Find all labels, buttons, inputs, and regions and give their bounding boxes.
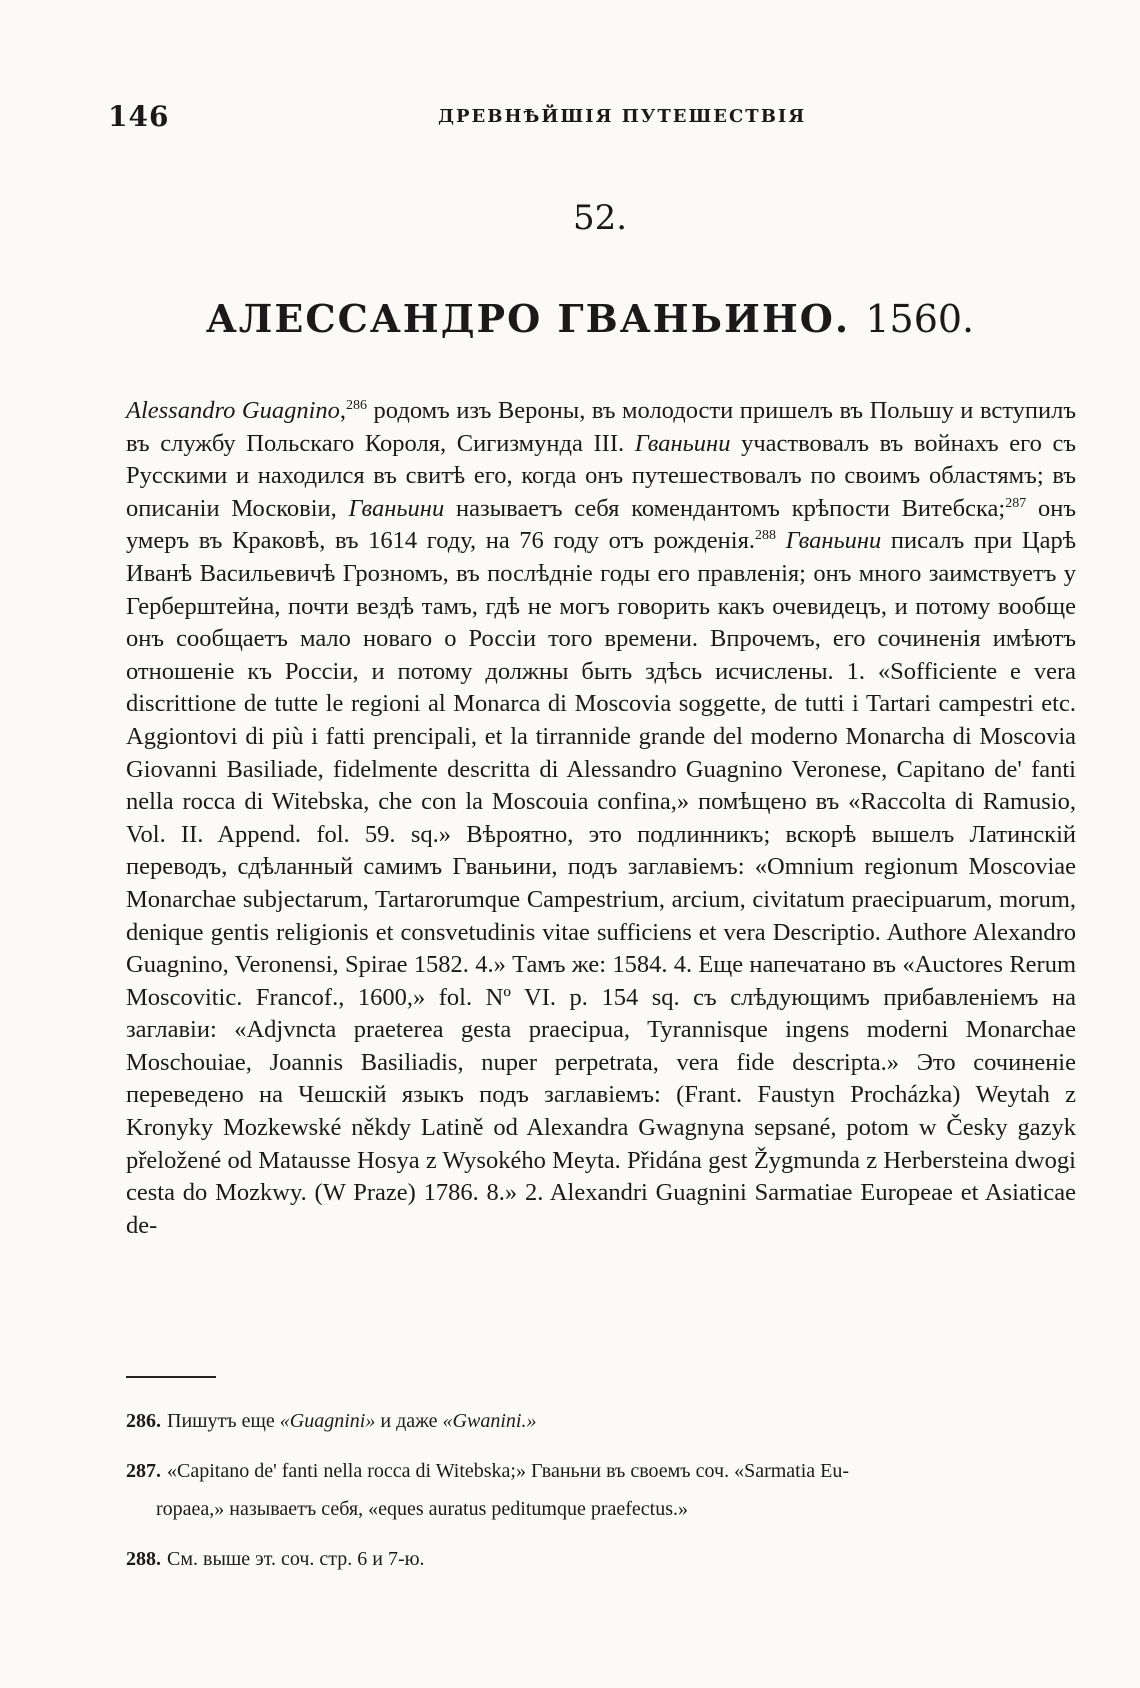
body-text-run: онъ умеръ въ Краковѣ, въ 1614 году, на 76 году отъ рожденія.	[126, 494, 1076, 555]
body-text-run: писалъ при Царѣ Иванѣ Васильевичѣ Грозномъ, въ послѣдніе годы его правленія; онъ много заимствуетъ у Герберштейна, почти вездѣ тамъ, гдѣ не могъ говорить какъ очевидецъ, и потому вообще онъ сообщаетъ мало новаго о Россіи того времени. Впрочемъ, его сочиненія имѣютъ отношеніе къ Россіи, и потому должны быть здѣсь исчислены. 1. «Sofficiente e vera discrittione de tutte le regioni al Monarca di Moscovia soggette, de tutti i Tartari campestri etc. Aggiontovi di più i fatti prencipali, et la tirrannide grande del moderno Monarcha di Moscovia Giovanni Basiliade, fidelmente descritta di Alessandro Guagnino Veronese, Capitano de' fanti nella rocca di Witebska, che con la Moscouia confina,» помѣщено въ «Raccolta di Ramusio, Vol. II. Append. fol. 59. sq.» Вѣроятно, это подлинникъ; вскорѣ вышелъ Латинскій переводъ, сдѣланный самимъ Гваньини, подъ заглавіемъ: «Omnium regionum Moscoviae Monarchae subjectarum, Tartarorumque Campestrium, arcium, civitatum praecipuarum, morum, denique gentis religionis et consvetudinis vitae sufficiens et vera Descriptio. Authore Alexandro Guagnino, Veronensi, Spirae 1582. 4.» Тамъ же: 1584. 4. Еще напечатано въ «Auctores Rerum Moscovitic. Francof., 1600,» fol. Nº VI. p. 154 sq. съ слѣдующимъ прибавленіемъ на заглавіи: «Adjvncta praeterea gesta praecipua, Tyrannisque ingens moderni Monarchae Moschouiae, Joannis Basiliadis, nuper perpetrata, vera fide descripta.» Это сочиненіе переведено на Чешскій языкъ подъ заглавіемъ: (Frant. Faustyn Procházka) Weytah z Kronyky Mozkewské někdy Latině od Alexandra Gwagnyna sepsané, potom w Česky gazyk přeložené od Mataussе Hosya z Wysokého Meyta. Přidána gest Žygmunda z Herbersteina dwogi cesta do Mozkwy. (W Praze) 1786. 8.» 2. Alexandri Guagnini Sarmatiae Europeae et Asiaticae de-	[126, 527, 1076, 1239]
chapter-title-year: 1560.	[865, 297, 975, 341]
page-number: 146	[108, 100, 170, 133]
footnote-number: 288.	[126, 1548, 161, 1570]
author-name-italic: Гваньини	[348, 494, 445, 522]
footnote-number: 287.	[126, 1460, 161, 1482]
footnote-ref-286[interactable]: 286	[346, 398, 368, 413]
body-text-run	[776, 527, 786, 554]
footnote-text: и даже	[375, 1410, 443, 1432]
running-head	[108, 100, 1058, 133]
body-text-run: участвовалъ въ войнахъ его съ Русскими и находился въ свитѣ его, когда онъ путешествовалъ по своимъ областямъ; въ описаніи Московіи,	[126, 429, 1077, 522]
footnote-286	[126, 1402, 1076, 1440]
footnote-text: Пишутъ еще	[167, 1410, 280, 1432]
footnote-ref-287[interactable]: 287	[1005, 495, 1027, 511]
footnote-divider	[126, 1376, 216, 1378]
body-text-run: ,	[339, 397, 347, 424]
footnote-text-continued: ropaea,» называетъ себя, «eques auratus peditumque praefectus.»	[156, 1498, 688, 1520]
footnote-ref-288[interactable]: 288	[755, 528, 776, 544]
body-text-run: родомъ изъ Вероны, въ молодости пришелъ въ Польшу и вступилъ въ службу Польскаго Короля, Сигизмунда III.	[126, 397, 1076, 457]
body-text-run: называетъ себя комендантомъ крѣпости Витебска;	[444, 494, 1006, 522]
footnote-number: 286.	[126, 1410, 161, 1432]
author-latin-name: Alessandro Guagnino	[126, 397, 340, 424]
footnote-288	[126, 1540, 1076, 1578]
author-name-italic: Гваньини	[785, 527, 882, 555]
chapter-title-name: АЛЕССАНДРО ГВАНЬИНО.	[205, 296, 851, 341]
author-name-italic: Гваньини	[634, 429, 731, 457]
footnote-text: «Capitano de' fanti nella rocca di Witebska;» Гваньни въ своемъ соч. «Sarmatia Eu-	[167, 1460, 850, 1482]
chapter-number: 52.	[572, 198, 628, 238]
running-title: ДРЕВНѢЙШІЯ ПУТЕШЕСТВІЯ	[438, 106, 807, 127]
footnote-287	[126, 1452, 1076, 1528]
footnote-text-italic: «Guagnini»	[279, 1410, 376, 1432]
footnote-text-italic: «Gwanini.»	[442, 1410, 537, 1432]
footnote-text: См. выше эт. соч. стр. 6 и 7-ю.	[167, 1548, 425, 1570]
body-paragraph	[126, 395, 1076, 1242]
chapter-title	[0, 296, 1140, 341]
